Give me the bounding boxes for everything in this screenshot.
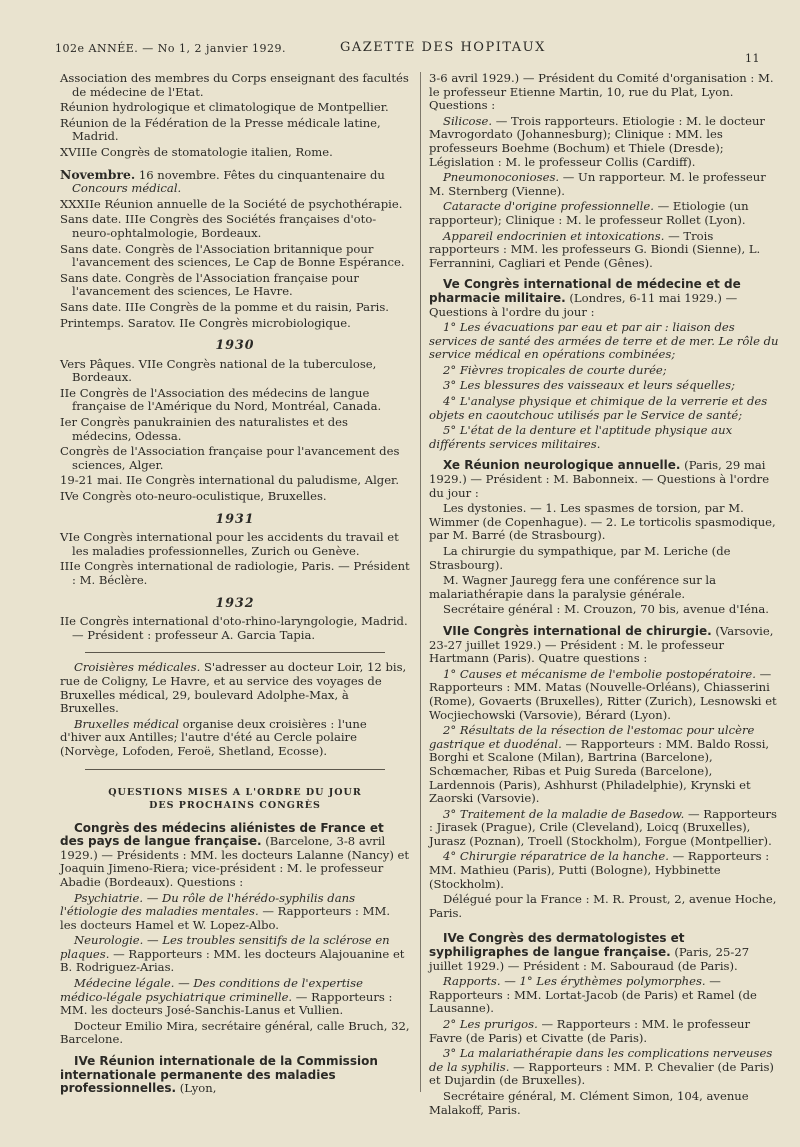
year-heading-1930: 1930: [215, 337, 255, 353]
congress-text: (Barcelone, 3-8 avril 1929.) — Présidents : MM. les docteurs Lalanne (Nancy) et Joaquin Jimeno-Riera; vice-président : M. le professeur Abadie (Bordeaux). Questions :: [60, 834, 410, 889]
secretary-line: Secrétaire général, M. Clément Simon, 104, avenue Malakoff, Paris.: [429, 1088, 749, 1117]
congress-text: (Londres, 6-11 mai 1929.) — Questions à l'ordre du jour :: [429, 290, 738, 319]
question-item: [429, 975, 779, 1016]
congress-heading: IVe Congrès des dermatologistes et syphiligraphes de langue française.: [429, 931, 685, 960]
question-item: 3° Les blessures des vaisseaux et leurs séquelles;: [443, 378, 736, 393]
question-item: [429, 1047, 779, 1088]
journal-title: GAZETTE DES HOPITAUX: [340, 40, 546, 55]
paragraph-text: S'adresser au docteur Loir, 12 bis, rue de Coligny, Le Havre, et au service des voyages de Bruxelles médical, 29, boulevard Adolphe-Max, à Bruxelles.: [60, 660, 407, 716]
congress-text: (Paris, 29 mai 1929.) — Président : M. Babonneix. — Questions à l'ordre du jour :: [429, 458, 770, 500]
delegate-line: Délégué pour la France : M. R. Proust, 2, avenue Hoche, Paris.: [429, 892, 777, 920]
question-silicose: [429, 115, 779, 169]
list-item: Ier Congrès panukrainien des naturalistes et des médecins, Odessa.: [60, 415, 348, 443]
issue-info: 102e ANNÉE. — No 1, 2 janvier 1929.: [55, 42, 287, 55]
question-italic: 1° Causes et mécanisme de l'embolie postopératoire.: [443, 666, 756, 681]
congress-heading: VIIe Congrès international de chirurgie.: [443, 623, 712, 638]
congress-chirurgie: [429, 625, 779, 666]
question-text: — Rapporteurs : MM. les docteurs Hamel et W. Lopez-Albo.: [60, 904, 391, 932]
entry-italic: Concours médical.: [72, 181, 182, 196]
list-item: Sans date. Congrès de l'Association française pour l'avancement des sciences, Le Havre.: [60, 270, 359, 299]
list-item: Sans date. Congrès de l'Association britannique pour l'avancement des sciences, Le Cap de Bonne Espérance.: [60, 241, 405, 270]
question-italic: 3° La malariathérapie dans les complications nerveuses de la syphilis.: [429, 1046, 773, 1074]
question-text: — Trois rapporteurs. Etiologie : M. le docteur Mavrogordato (Johannesburg); Clinique : MM. les professeurs Boehme (Bochum) et Thiele (Dresde); Législation : M. le professeur Collis (Cardiff).: [429, 113, 765, 169]
list-item: Congrès de l'Association française pour l'avancement des sciences, Alger.: [60, 444, 400, 472]
list-item: IIe Congrès international d'oto-rhino-laryngologie, Madrid. — Président : professeur A. Garcia Tapia.: [60, 614, 408, 642]
congress-heading: Ve Congrès international de médecine et de pharmacie militaire.: [429, 277, 741, 305]
question-item: [429, 724, 779, 806]
question-pneumonoconioses: [429, 171, 779, 198]
question-item: [429, 808, 779, 849]
left-column: [60, 72, 410, 1098]
question-italic: Psychiatrie. — Du rôle de l'hérédo-syphilis dans l'étiologie des maladies mentales.: [60, 890, 356, 919]
question-italic: 2° Les prurigos.: [443, 1017, 538, 1031]
question-cataracte: [429, 200, 779, 227]
congress-heading: Xe Réunion neurologique annuelle.: [443, 458, 681, 473]
list-item: Réunion hydrologique et climatologique de Montpellier.: [60, 100, 389, 115]
list-item: IIe Congrès de l'Association des médecins de langue française de l'Amérique du Nord, Montréal, Canada.: [60, 385, 382, 414]
secretary-line: Docteur Emilio Mira, secrétaire général, calle Bruch, 32, Barcelone.: [60, 1018, 410, 1047]
congress-text: (Varsovie, 23-27 juillet 1929.) — Président : M. le professeur Hartmann (Paris). Quatre questions :: [429, 623, 774, 666]
entry-text: 16 novembre. Fêtes du cinquantenaire du: [135, 167, 385, 182]
page-number: 11: [745, 52, 760, 65]
congress-commission: [60, 1055, 410, 1096]
divider: [85, 652, 385, 653]
month-heading: Novembre.: [60, 166, 136, 182]
question-italic: Cataracte d'origine professionnelle.: [443, 199, 654, 214]
section-title-line-1: QUESTIONS MISES A L'ORDRE DU JOUR: [108, 786, 362, 798]
section-title-line-2: DES PROCHAINS CONGRÈS: [149, 799, 321, 811]
question-italic: Médecine légale. — Des conditions de l'expertise médico-légale psychiatrique criminelle.: [60, 976, 363, 1004]
congress-pharmacie-militaire: [429, 278, 779, 319]
question-italic: Silicose.: [443, 113, 493, 128]
question-text: — Rapporteurs : MM. Baldo Rossi, Borghi et Scalone (Milan), Bartrina (Barcelone), Schœmacher, Ribas et Puig Sureda (Barcelone), Lardennois (Paris), Ashhurst (Philadelphie), Krynski et Zaorski (Varsovie).: [429, 736, 770, 806]
question-item: 2° Fièvres tropicales de courte durée;: [443, 362, 667, 377]
question-text: — Rapporteurs : MM. Matas (Nouvelle-Orléans), Chiasserini (Rome), Govaerts (Bruxelles), Ritter (Zurich), Lesnowski et Wocjiechowski (Varsovie), Bérard (Lyon).: [429, 666, 777, 722]
paragraph-bruxelles-medical: [60, 718, 410, 759]
list-item: Association des membres du Corps enseignant des facultés de médecine de l'Etat.: [60, 71, 409, 99]
list-item: Sans date. IIIe Congrès des Sociétés françaises d'oto-neuro-ophtalmologie, Bordeaux.: [60, 212, 377, 240]
question-item: 1° Les évacuations par eau et par air : liaison des services de santé des armées de terre et de mer. Le rôle du service médical en opérations combinées;: [429, 320, 779, 362]
question-text: — Rapporteurs : Jirasek (Prague), Crile (Cleveland), Loicq (Bruxelles), Jurasz (Poznan), Troell (Stockholm), Forgue (Montpellier).: [429, 806, 777, 848]
secretary-line: Secrétaire général : M. Crouzon, 70 bis, avenue d'Iéna.: [443, 602, 769, 617]
congress-reunion-neurologique: [429, 459, 779, 500]
question-italic: Pneumonoconioses.: [443, 170, 560, 185]
question-text: — Rapporteurs : MM. Lortat-Jacob (de Paris) et Ramel (de Lausanne).: [429, 974, 757, 1016]
list-item: 19-21 mai. IIe Congrès international du paludisme, Alger.: [60, 473, 400, 488]
question-appareil: [429, 230, 779, 271]
congress-alienistes: [60, 822, 410, 890]
congress-heading: IVe Réunion internationale de la Commission internationale permanente des maladies professionnelles.: [60, 1054, 378, 1096]
list-item: XXXIIe Réunion annuelle de la Société de psychothérapie.: [60, 196, 403, 211]
question-item: [429, 668, 779, 722]
year-heading-1931: 1931: [215, 510, 255, 526]
divider: [85, 769, 385, 770]
list-item: VIe Congrès international pour les accidents du travail et les maladies professionnelles, Zurich ou Genève.: [60, 530, 399, 558]
question-text: — Etiologie (un rapporteur); Clinique : M. le professeur Rollet (Lyon).: [429, 199, 749, 227]
list-item: Sans date. IIIe Congrès de la pomme et du raisin, Paris.: [60, 299, 389, 314]
congress-dermatologistes: [429, 932, 779, 973]
right-column: [420, 71, 779, 1117]
question-italic: Appareil endocrinien et intoxications.: [443, 228, 665, 243]
question-item: 4° L'analyse physique et chimique de la verrerie et des objets en caoutchouc utilisés par le Service de santé;: [429, 394, 768, 422]
italic-lead: Bruxelles médical: [74, 716, 179, 731]
question-item: [429, 850, 779, 891]
year-heading-1932: 1932: [215, 594, 255, 610]
question-text: — Trois rapporteurs : MM. les professeurs G. Biondi (Sienne), L. Ferrannini, Cagliari et Pende (Gênes).: [429, 228, 761, 270]
question-italic: 2° Résultats de la résection de l'estomac pour ulcère gastrique et duodénal.: [429, 723, 755, 751]
congress-heading: Congrès des médecins aliénistes de France et des pays de langue française.: [60, 820, 384, 849]
paragraph-text: organise deux croisières : l'une d'hiver aux Antilles; l'autre d'été au Cercle polaire (Norvège, Lofoden, Feroë, Shetland, Ecosse).: [60, 716, 367, 758]
italic-lead: Croisières médicales.: [74, 660, 201, 675]
question-text: — Rapporteurs : MM. les docteurs José-Sanchis-Lanus et Vullien.: [60, 989, 393, 1018]
section-title: [60, 786, 410, 812]
list-item: Vers Pâques. VIIe Congrès national de la tuberculose, Bordeaux.: [60, 356, 377, 385]
question-text: — Rapporteurs : MM. P. Chevalier (de Paris) et Dujardin (de Bruxelles).: [429, 1059, 774, 1088]
question-text: — Rapporteurs : MM. les docteurs Alajouanine et B. Rodriguez-Arias.: [60, 946, 405, 975]
question-item: [429, 1018, 779, 1045]
question-text: — Rapporteurs : MM. le professeur Favre (de Paris) et Civatte (de Paris).: [429, 1017, 751, 1045]
question-text: — Rapporteurs : MM. Mathieu (Paris), Putti (Bologne), Hybbinette (Stockholm).: [429, 849, 770, 891]
running-header: [55, 40, 770, 65]
question-medecine-legale: [60, 977, 410, 1018]
list-item: Réunion de la Fédération de la Presse médicale latine, Madrid.: [60, 115, 381, 144]
question-italic: 3° Traitement de la maladie de Basedow.: [443, 806, 685, 821]
question-italic: Neurologie. — Les troubles sensitifs de la sclérose en plaques.: [60, 933, 390, 961]
question-text: — Un rapporteur. M. le professeur M. Sternberg (Vienne).: [429, 170, 766, 198]
question-psychiatrie: [60, 892, 410, 933]
paragraph-commission-continued: 3-6 avril 1929.) — Président du Comité d'organisation : M. le professeur Etienne Martin, 10, rue du Plat, Lyon. Questions :: [429, 71, 774, 113]
congress-text: (Paris, 25-27 juillet 1929.) — Président : M. Sabouraud (de Paris).: [429, 945, 750, 973]
question-item: La chirurgie du sympathique, par M. Leriche (de Strasbourg).: [429, 544, 731, 572]
month-entry-novembre: [60, 168, 410, 196]
list-item: IIIe Congrès international de radiologie, Paris. — Président : M. Béclère.: [60, 559, 410, 587]
question-italic: 4° Chirurgie réparatrice de la hanche.: [443, 849, 669, 864]
list-item: IVe Congrès oto-neuro-oculistique, Bruxelles.: [60, 489, 327, 504]
question-item: Les dystonies. — 1. Les spasmes de torsion, par M. Wimmer (de Copenhague). — 2. Le torticolis spasmodique, par M. Barré (de Strasbourg).: [429, 501, 776, 543]
list-item: XVIIIe Congrès de stomatologie italien, Rome.: [60, 144, 333, 159]
paragraph-croisieres: [60, 661, 410, 715]
congress-text: (Lyon,: [176, 1081, 217, 1096]
question-italic: Rapports. — 1° Les érythèmes polymorphes.: [443, 974, 706, 989]
question-neurologie: [60, 934, 410, 975]
question-item: M. Wagner Jauregg fera une conférence sur la malariathérapie dans la paralysie générale.: [429, 573, 717, 601]
question-item: 5° L'état de la denture et l'aptitude physique aux différents services militaires.: [429, 423, 733, 451]
list-item: Printemps. Saratov. IIe Congrès microbiologique.: [60, 315, 351, 330]
